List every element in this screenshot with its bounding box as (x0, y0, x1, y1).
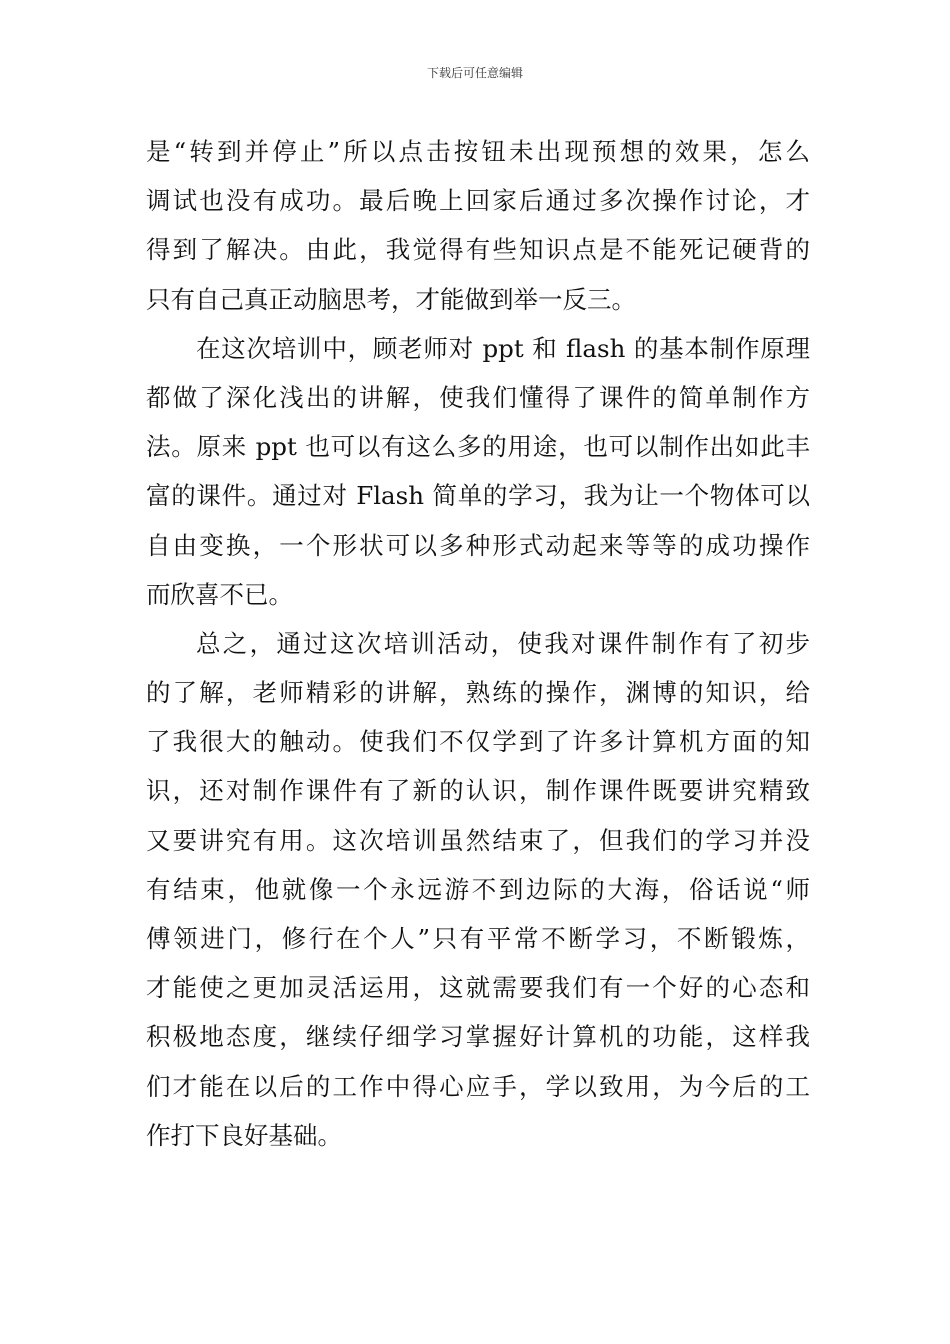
paragraph-line: 得到了解决。由此，我觉得有些知识点是不能死记硬背的 (146, 235, 810, 265)
paragraph-line: 积极地态度，继续仔细学习掌握好计算机的功能，这样我 (146, 1022, 810, 1052)
paragraph-line: 法。原来 ppt 也可以有这么多的用途，也可以制作出如此丰 (146, 432, 810, 462)
paragraph-line: 总之，通过这次培训活动，使我对课件制作有了初步 (196, 628, 810, 658)
paragraph-line: 调试也没有成功。最后晚上回家后通过多次操作讨论，才 (146, 186, 810, 216)
page-header: 下载后可任意编辑 (426, 66, 523, 80)
paragraph-line: 了我很大的触动。使我们不仅学到了许多计算机方面的知 (146, 727, 810, 757)
paragraph-line: 作打下良好基础。 (146, 1120, 342, 1150)
paragraph-line: 而欣喜不已。 (146, 579, 293, 609)
paragraph-line: 都做了深化浅出的讲解，使我们懂得了课件的简单制作方 (146, 382, 810, 412)
paragraph-line: 只有自己真正动脑思考，才能做到举一反三。 (146, 284, 636, 314)
paragraph-3 (146, 619, 810, 1160)
paragraph-line: 自由变换，一个形状可以多种形式动起来等等的成功操作 (146, 530, 810, 560)
paragraph-2 (146, 324, 810, 619)
paragraph-line: 才能使之更加灵活运用，这就需要我们有一个好的心态和 (146, 973, 810, 1003)
paragraph-line: 们才能在以后的工作中得心应手，学以致用，为今后的工 (146, 1071, 810, 1101)
paragraph-line: 是“转到并停止”所以点击按钮未出现预想的效果，怎么 (146, 137, 810, 166)
paragraph-line: 富的课件。通过对 Flash 简单的学习，我为让一个物体可以 (146, 481, 810, 511)
paragraph-line: 识，还对制作课件有了新的认识，制作课件既要讲究精致 (146, 776, 810, 806)
paragraph-1 (146, 127, 810, 324)
paragraph-line: 的了解，老师精彩的讲解，熟练的操作，渊博的知识，给 (146, 678, 810, 708)
paragraph-line: 在这次培训中，顾老师对 ppt 和 flash 的基本制作原理 (196, 333, 810, 363)
paragraph-line: 又要讲究有用。这次培训虽然结束了，但我们的学习并没 (146, 825, 810, 855)
document-body (146, 127, 810, 1160)
paragraph-line: 有结束，他就像一个永远游不到边际的大海，俗话说“师 (146, 874, 810, 904)
paragraph-line: 傅领进门，修行在个人”只有平常不断学习，不断锻炼， (146, 924, 810, 953)
